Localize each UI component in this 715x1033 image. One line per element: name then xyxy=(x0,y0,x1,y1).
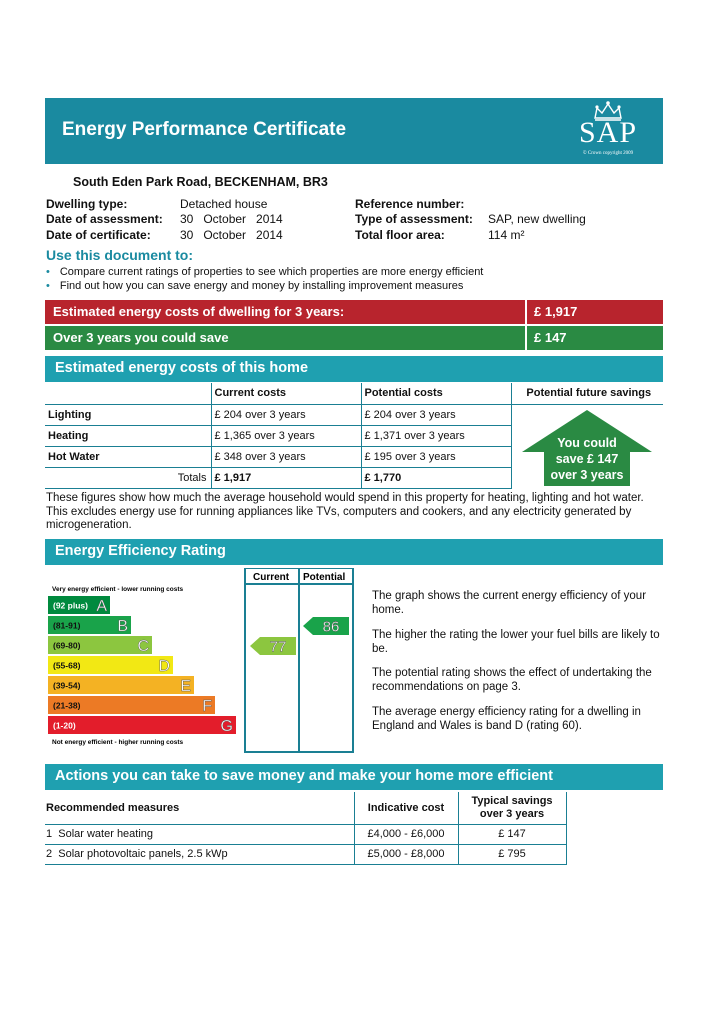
measure-saving: £ 147 xyxy=(458,824,566,844)
col-savings xyxy=(458,792,566,824)
rating-band-g xyxy=(48,716,236,735)
band-letter: A xyxy=(96,598,107,615)
row-name: Lighting xyxy=(45,404,211,425)
row-current: £ 348 over 3 years xyxy=(211,446,361,467)
measure-cell xyxy=(45,844,354,864)
floor-area-label: Total floor area: xyxy=(355,228,445,242)
use-bullet xyxy=(46,266,483,278)
sap-logo xyxy=(567,100,649,162)
rating-band-d xyxy=(48,656,173,675)
row-name: Heating xyxy=(45,425,211,446)
efficiency-text: The graph shows the current energy efficiency of your home. xyxy=(372,590,647,616)
measure-cell xyxy=(45,824,354,844)
band-range: (69-80) xyxy=(53,640,81,651)
certificate-date-value: 30 October 2014 xyxy=(180,228,283,242)
use-document-heading: Use this document to: xyxy=(46,247,194,263)
assessment-date-value: 30 October 2014 xyxy=(180,212,283,226)
efficiency-heading: Energy Efficiency Rating xyxy=(45,539,663,565)
cost-summary-label: Estimated energy costs of dwelling for 3 years: xyxy=(45,300,525,324)
measure-cost: £5,000 - £8,000 xyxy=(354,844,458,864)
header-banner xyxy=(45,98,663,164)
arrow-line: You could xyxy=(557,436,617,450)
arrow-line: over 3 years xyxy=(550,468,624,482)
use-bullet-text: Find out how you can save energy and money by installing improvement measures xyxy=(59,280,464,292)
measure-number: 2 xyxy=(46,848,53,860)
band-letter: E xyxy=(180,678,191,695)
actions-heading: Actions you can take to save money and make your home more efficient xyxy=(45,764,663,790)
bottom-note: Not energy efficient - higher running costs xyxy=(52,739,184,746)
use-bullet xyxy=(46,280,463,292)
sap-copyright: © Crown copyright 2009 xyxy=(582,151,634,156)
efficiency-text: The average energy efficiency rating for a dwelling in England and Wales is band D (rating 60). xyxy=(372,706,641,732)
assessment-date-label: Date of assessment: xyxy=(46,212,163,226)
band-letter: F xyxy=(202,698,212,715)
band-letter: G xyxy=(220,718,233,735)
rating-band-c xyxy=(48,636,152,655)
totals-potential: £ 1,770 xyxy=(361,467,511,488)
floor-area-value: 114 m² xyxy=(488,228,525,242)
costs-heading: Estimated energy costs of this home xyxy=(45,356,663,382)
savings-summary-bar xyxy=(45,326,663,350)
col-potential-header: Potential xyxy=(303,572,346,583)
measure-name: Solar photovoltaic panels, 2.5 kWp xyxy=(58,848,228,860)
top-note: Very energy efficient - lower running costs xyxy=(52,586,184,593)
totals-current: £ 1,917 xyxy=(211,467,361,488)
band-letter: C xyxy=(137,638,149,655)
measure-number: 1 xyxy=(46,828,53,840)
col-measure: Recommended measures xyxy=(45,792,354,824)
assessment-type-value: SAP, new dwelling xyxy=(488,212,586,226)
measure-saving: £ 795 xyxy=(458,844,566,864)
efficiency-rating-chart xyxy=(45,568,357,754)
row-name: Hot Water xyxy=(45,446,211,467)
col-future-savings: Potential future savings xyxy=(511,383,663,404)
measure-cost: £4,000 - £6,000 xyxy=(354,824,458,844)
band-range: (1-20) xyxy=(53,720,76,731)
row-potential: £ 1,371 over 3 years xyxy=(361,425,511,446)
table-row xyxy=(45,824,566,844)
dwelling-type-value: Detached house xyxy=(180,197,268,211)
band-bar xyxy=(48,716,236,734)
bullet-icon: • xyxy=(46,280,50,292)
actions-table xyxy=(45,792,567,865)
row-potential: £ 204 over 3 years xyxy=(361,404,511,425)
use-bullet-text: Compare current ratings of properties to see which properties are more energy efficient xyxy=(59,266,484,278)
savings-summary-value: £ 147 xyxy=(527,326,663,350)
dwelling-type-label: Dwelling type: xyxy=(46,197,128,211)
row-potential: £ 195 over 3 years xyxy=(361,446,511,467)
band-letter: D xyxy=(158,658,170,675)
col-current-header: Current xyxy=(253,572,290,583)
row-current: £ 204 over 3 years xyxy=(211,404,361,425)
certificate-date-label: Date of certificate: xyxy=(46,228,151,242)
sap-letters: SAP xyxy=(578,116,638,149)
bullet-icon: • xyxy=(46,266,50,278)
col-savings-line: over 3 years xyxy=(479,807,545,820)
row-current: £ 1,365 over 3 years xyxy=(211,425,361,446)
assessment-type-label: Type of assessment: xyxy=(355,212,473,226)
cost-summary-bar xyxy=(45,300,663,324)
band-range: (55-68) xyxy=(53,660,81,671)
rating-band-f xyxy=(48,696,215,715)
efficiency-text: The higher the rating the lower your fuel bills are likely to be. xyxy=(372,629,660,655)
cost-summary-value: £ 1,917 xyxy=(527,300,663,324)
totals-label: Totals xyxy=(45,467,211,488)
band-range: (92 plus) xyxy=(53,600,88,611)
measure-name: Solar water heating xyxy=(58,828,154,840)
rating-band-e xyxy=(48,676,194,695)
property-address: South Eden Park Road, BECKENHAM, BR3 xyxy=(73,175,328,189)
figures-note: These figures show how much the average household would spend in this property for heating, lighting and hot water. This excludes energy use for running appliances like TVs, computers and cookers, and any electricity generated by microgeneration. xyxy=(46,492,644,531)
current-rating-arrow xyxy=(250,637,296,656)
col-current-costs: Current costs xyxy=(211,383,361,404)
col-savings-line: Typical savings xyxy=(471,794,553,807)
reference-label: Reference number: xyxy=(355,197,465,211)
rating-band-a xyxy=(48,596,110,615)
savings-arrow-text xyxy=(522,435,652,483)
page-title: Energy Performance Certificate xyxy=(62,119,347,140)
savings-summary-label: Over 3 years you could save xyxy=(45,326,525,350)
table-row xyxy=(45,844,566,864)
efficiency-text: The potential rating shows the effect of undertaking the recommendations on page 3. xyxy=(372,667,652,693)
band-letter: B xyxy=(117,618,128,635)
arrow-line: save £ 147 xyxy=(555,452,619,466)
col-cost: Indicative cost xyxy=(354,792,458,824)
potential-rating-arrow xyxy=(303,617,349,636)
rating-band-b xyxy=(48,616,131,635)
rating-value: 86 xyxy=(322,618,340,636)
band-range: (39-54) xyxy=(53,680,81,691)
band-range: (81-91) xyxy=(53,620,81,631)
col-potential-costs: Potential costs xyxy=(361,383,511,404)
band-range: (21-38) xyxy=(53,700,81,711)
rating-value: 77 xyxy=(269,638,287,656)
